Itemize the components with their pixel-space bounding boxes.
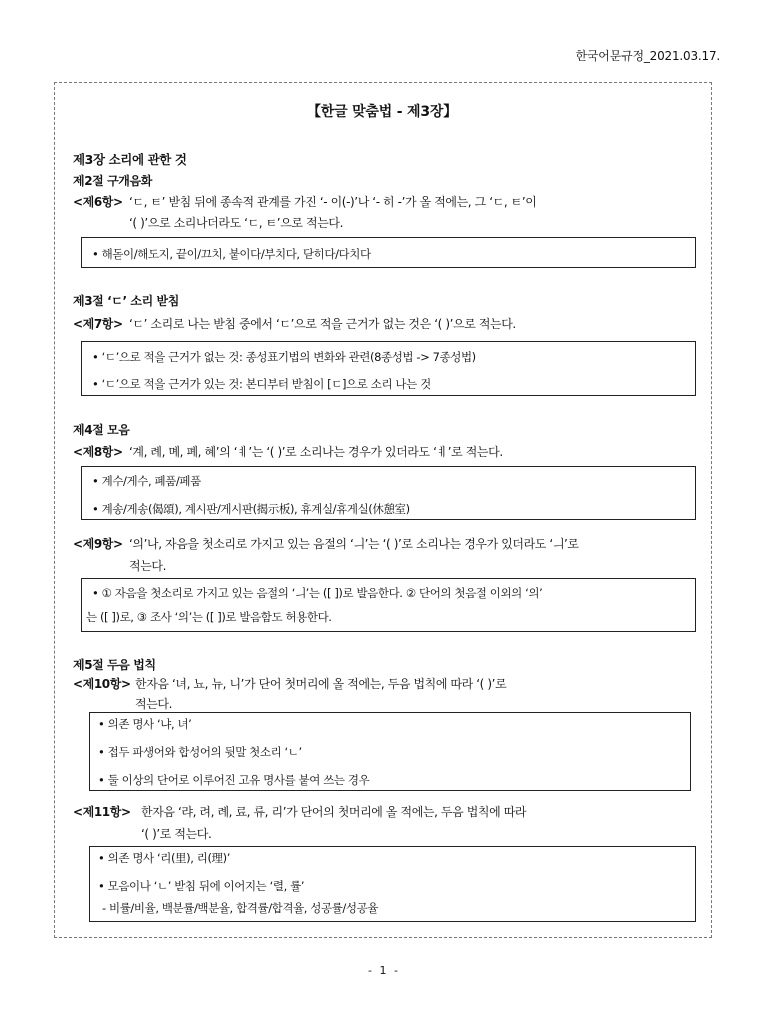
chapter-heading: 제3장 소리에 관한 것: [73, 152, 187, 167]
section-heading: 제3절 ‘ㄷ’ 소리 받침: [73, 294, 179, 308]
example-box: [81, 578, 696, 632]
example-item: • ‘ㄷ’으로 적을 근거가 없는 것: 종성표기법의 변화와 관련(8종성법 -> 7종성법): [92, 349, 476, 365]
article-text: ‘( )’로 적는다.: [141, 827, 212, 841]
example-box: [89, 712, 691, 791]
example-item: • ① 자음을 첫소리로 가지고 있는 음절의 ‘ㅢ’는 ([ ])로 발음한다. ② 단어의 첫음절 이외의 ‘의’: [92, 585, 542, 601]
example-item: • 계송/게송(偈頌), 계시판/게시판(揭示板), 휴계실/휴게실(休憩室): [92, 501, 410, 517]
article-number: <제7항>: [73, 317, 123, 331]
section-heading: 제2절 구개음화: [73, 174, 152, 188]
example-item: - 비률/비율, 백분률/백분율, 합격률/합격율, 성공률/성공율: [102, 901, 379, 915]
example-item: • 접두 파생어와 합성어의 뒷말 첫소리 ‘ㄴ’: [98, 744, 302, 760]
article-number: <제6항>: [73, 195, 123, 209]
section-heading: 제5절 두음 법칙: [73, 658, 156, 672]
example-item: • 둘 이상의 단어로 이루어진 고유 명사를 붙여 쓰는 경우: [98, 772, 369, 788]
section-heading: 제4절 모음: [73, 423, 130, 437]
article-text: ‘계, 례, 몌, 폐, 혜’의 ‘ㅖ’는 ‘( )’로 소리나는 경우가 있더라도 ‘ㅖ’로 적는다.: [129, 445, 503, 459]
example-item: • 계수/게수, 폐품/페품: [92, 473, 201, 489]
article-number: <제8항>: [73, 445, 123, 459]
example-box: [81, 466, 696, 520]
example-item: • ‘ㄷ’으로 적을 근거가 있는 것: 본디부터 받침이 [ㄷ]으로 소리 나는 것: [92, 376, 431, 392]
article-text: 적는다.: [135, 697, 172, 711]
example-item: • 의존 명사 ‘리(里), 리(理)’: [98, 850, 230, 866]
example-box: [81, 341, 696, 396]
article-text: 한자음 ‘녀, 뇨, 뉴, 니’가 단어 첫머리에 올 적에는, 두음 법칙에 따라 ‘( )’로: [135, 677, 507, 691]
example-box: [81, 237, 696, 268]
content-area: [73, 83, 691, 937]
content-frame: [54, 82, 712, 938]
article-number: <제11항>: [73, 805, 131, 819]
article-text: ‘ㄷ’ 소리로 나는 받침 중에서 ‘ㄷ’으로 적을 근거가 없는 것은 ‘( )’으로 적는다.: [129, 317, 516, 331]
article-text: 적는다.: [129, 559, 166, 573]
article-text: ‘의’나, 자음을 첫소리로 가지고 있는 음절의 ‘ㅢ’는 ‘( )’로 소리나는 경우가 있더라도 ‘ㅢ’로: [129, 537, 579, 551]
article-number: <제9항>: [73, 537, 123, 551]
article-text: ‘( )’으로 소리나더라도 ‘ㄷ, ㅌ’으로 적는다.: [129, 216, 344, 230]
article-number: <제10항>: [73, 677, 131, 691]
example-box: [89, 846, 696, 922]
page-title: 【한글 맞춤법 - 제3장】: [306, 104, 458, 120]
example-item: • 해돋이/해도지, 끝이/끄치, 붙이다/부치다, 닫히다/다치다: [92, 246, 371, 262]
example-item: • 모음이나 ‘ㄴ’ 받침 뒤에 이어지는 ‘렬, 률’: [98, 878, 304, 894]
example-item: 는 ([ ])로, ③ 조사 ‘의’는 ([ ])로 발음함도 허용한다.: [86, 610, 332, 624]
document-reference: 한국어문규정_2021.03.17.: [575, 49, 720, 63]
page-number: - 1 -: [368, 964, 400, 977]
article-text: 한자음 ‘랴, 려, 례, 료, 류, 리’가 단어의 첫머리에 올 적에는, 두음 법칙에 따라: [141, 805, 527, 819]
article-text: ‘ㄷ, ㅌ’ 받침 뒤에 종속적 관계를 가진 ‘- 이(-)’나 ‘- 히 -’가 올 적에는, 그 ‘ㄷ, ㅌ’이: [129, 195, 537, 209]
example-item: • 의존 명사 ‘냐, 녀’: [98, 716, 191, 732]
